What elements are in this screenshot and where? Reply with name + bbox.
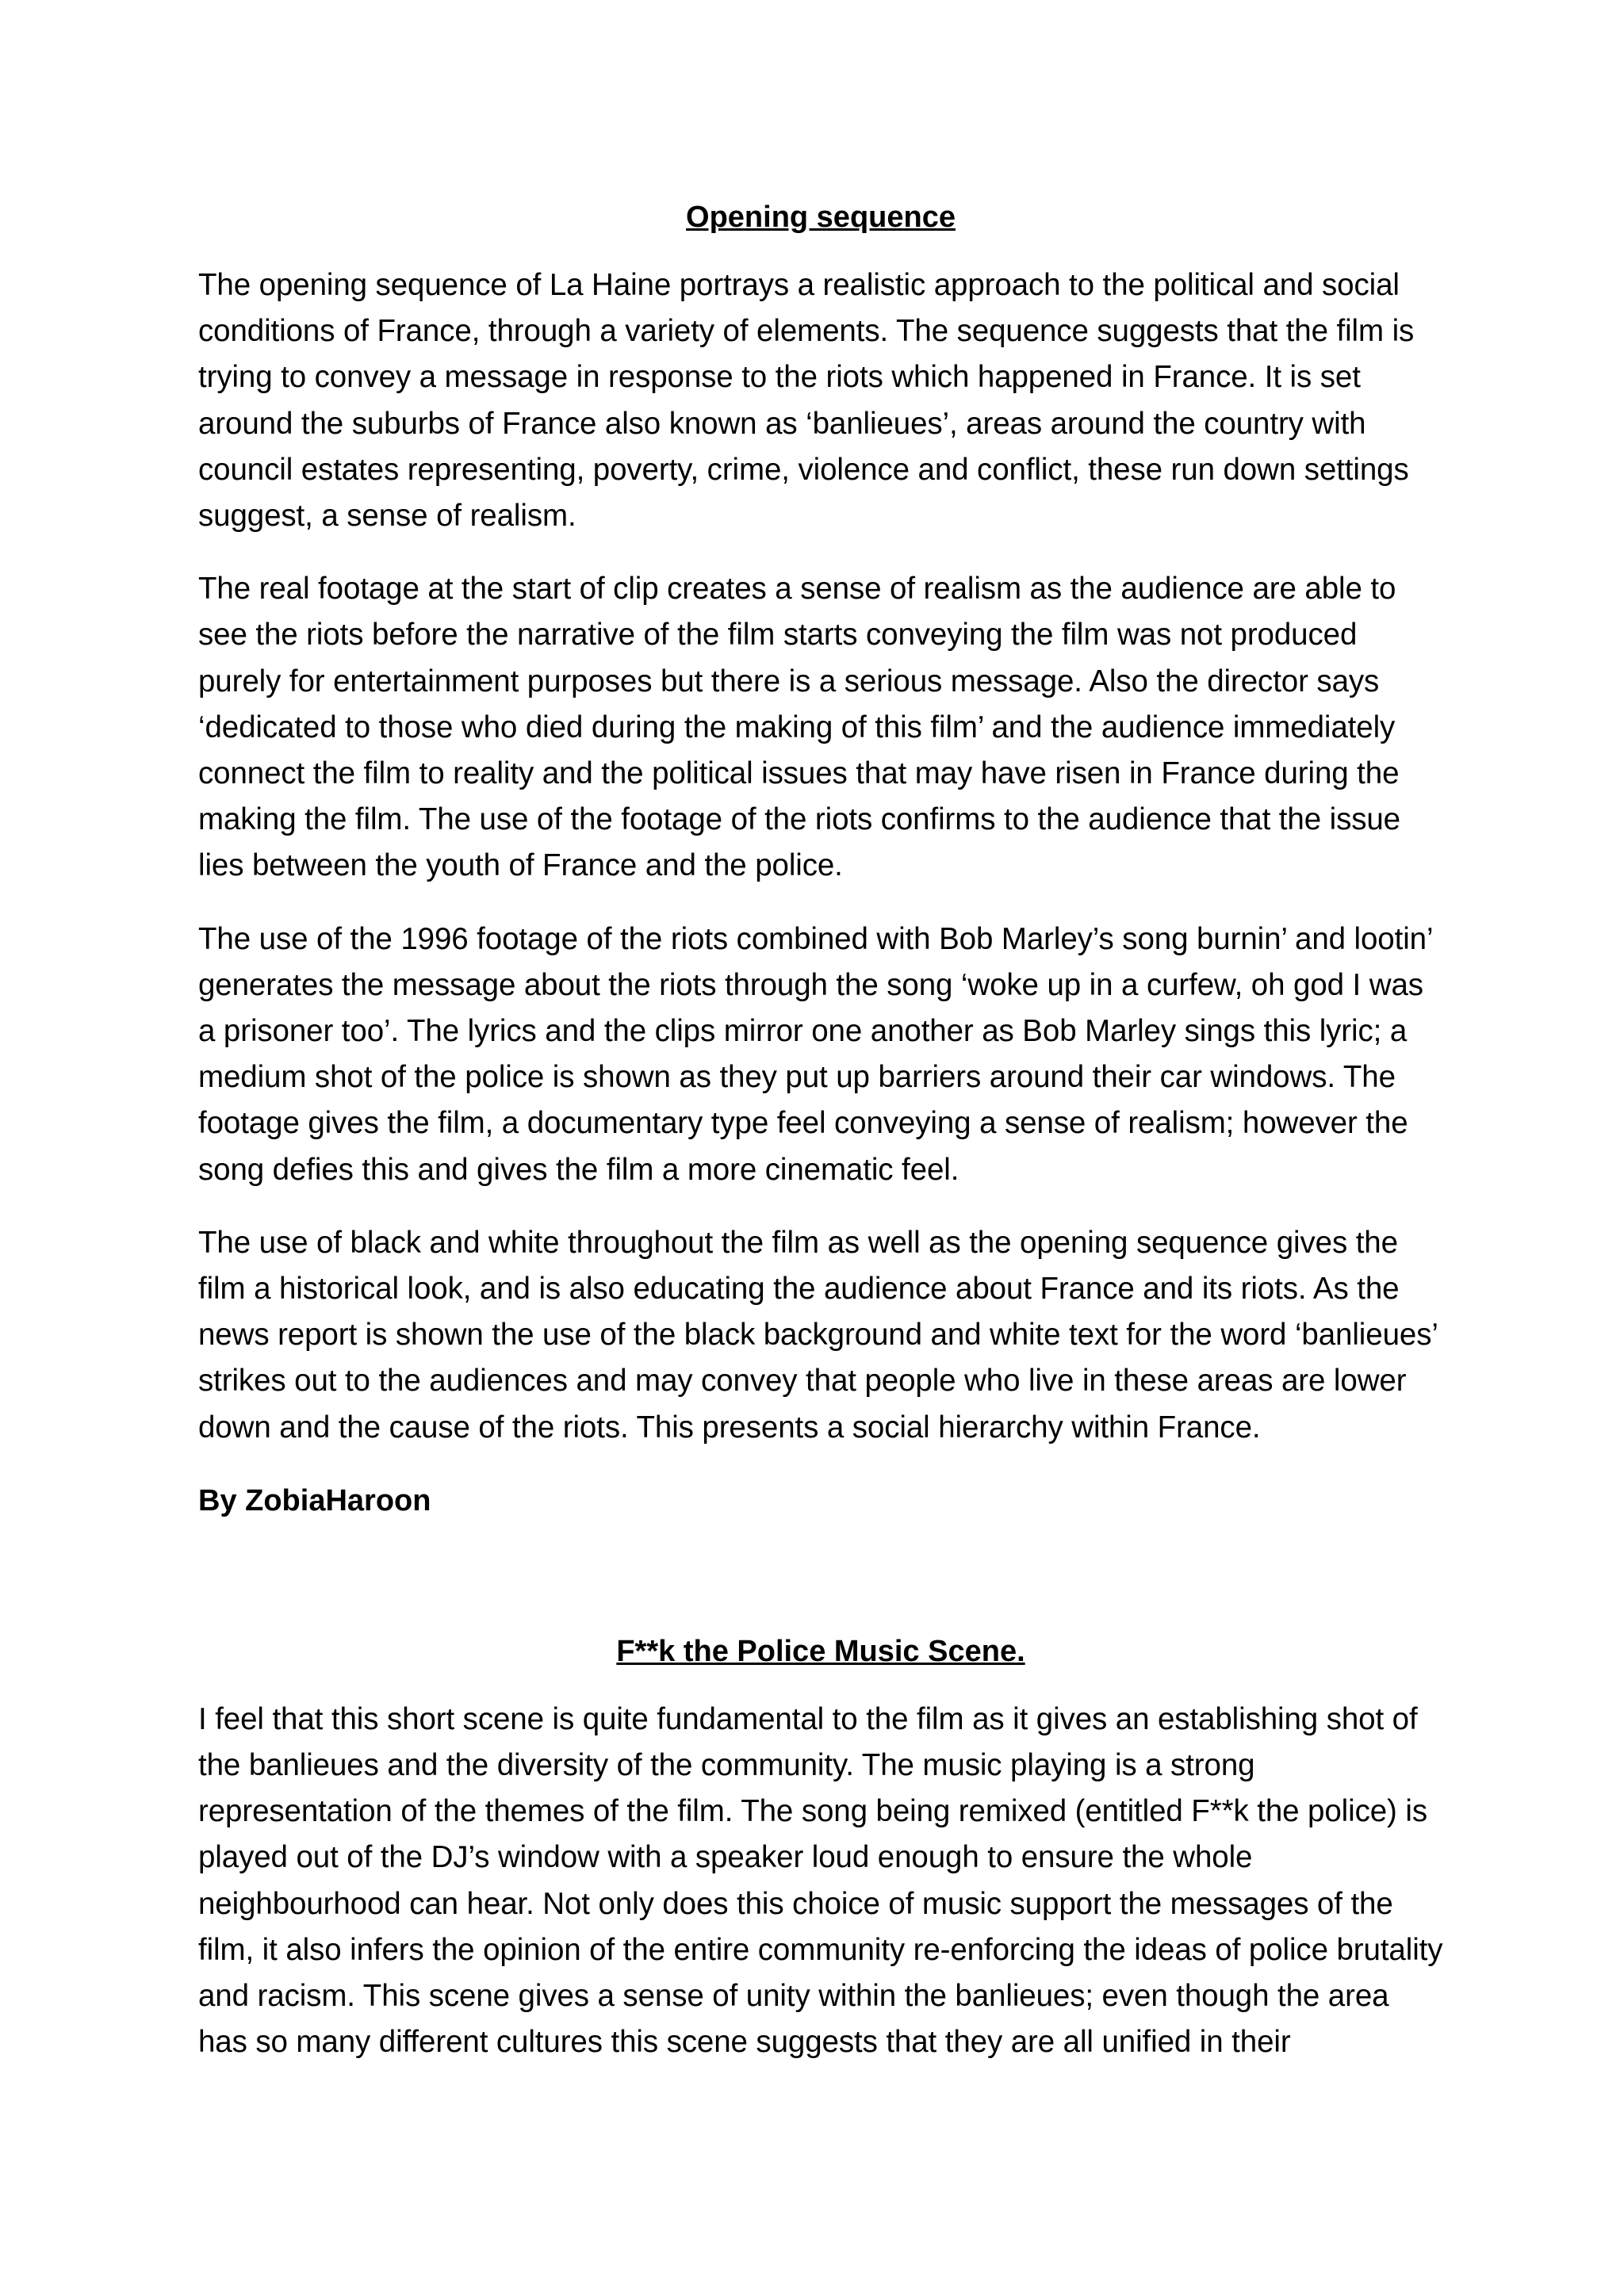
author-byline: By ZobiaHaroon (198, 1483, 431, 1517)
section-heading-opening-sequence: Opening sequence (686, 201, 956, 234)
paragraph-music-1: I feel that this short scene is quite fundamental to the film as it gives an establishing shot of the banlieues and the diversity of the community. The music playing is a strong representation of the themes of the film. The song being remixed (entitled F**k the police) is played out of the DJ’s window with a speaker loud enough to ensure the whole neighbourhood can hear. Not only does this choice of music support the messages of the film, it also infers the opinion of the entire community re-enforcing the ideas of police brutality and racism. This scene gives a sense of unity within the banlieues; even though the area has so many different cultures this scene suggests that they are all unified in their (198, 1701, 1443, 2060)
section-heading-music-scene: F**k the Police Music Scene. (616, 1634, 1025, 1668)
paragraph-opening-1: The opening sequence of La Haine portrays a realistic approach to the political and social conditions of France, through a variety of elements. The sequence suggests that the film is trying to convey a message in response to the riots which happened in France. It is set around the suburbs of France also known as ‘banlieues’, areas around the country with council estates representing, poverty, crime, violence and conflict, these run down settings suggest, a sense of realism. (198, 268, 1415, 534)
paragraph-opening-3: The use of the 1996 footage of the riots combined with Bob Marley’s song burnin’ and lootin’ generates the message about the riots through the song ‘woke up in a curfew, oh god I was a prisoner too’. The lyrics and the clips mirror one another as Bob Marley sings this lyric; a medium shot of the police is shown as they put up barriers around their car windows. The footage gives the film, a documentary type feel conveying a sense of realism; however the song defies this and gives the film a more cinematic feel. (198, 921, 1433, 1187)
section-spacer (198, 1524, 1443, 1628)
paragraph-opening-4: The use of black and white throughout the film as well as the opening sequence gives the film a historical look, and is also educating the audience about France and its riots. As the news report is shown the use of the black background and white text for the word ‘banlieues’ strikes out to the audiences and may convey that people who live in these areas are lower down and the cause of the riots. This presents a social hierarchy within France. (198, 1225, 1438, 1445)
document-page (198, 194, 1443, 2093)
paragraph-opening-2: The real footage at the start of clip creates a sense of realism as the audience are able to see the riots before the narrative of the film starts conveying the film was not produced purely for entertainment purposes but there is a serious message. Also the director says ‘dedicated to those who died during the making of this film’ and the audience immediately connect the film to reality and the political issues that may have risen in France during the making the film. The use of the footage of the riots confirms to the audience that the issue lies between the youth of France and the police. (198, 572, 1400, 883)
